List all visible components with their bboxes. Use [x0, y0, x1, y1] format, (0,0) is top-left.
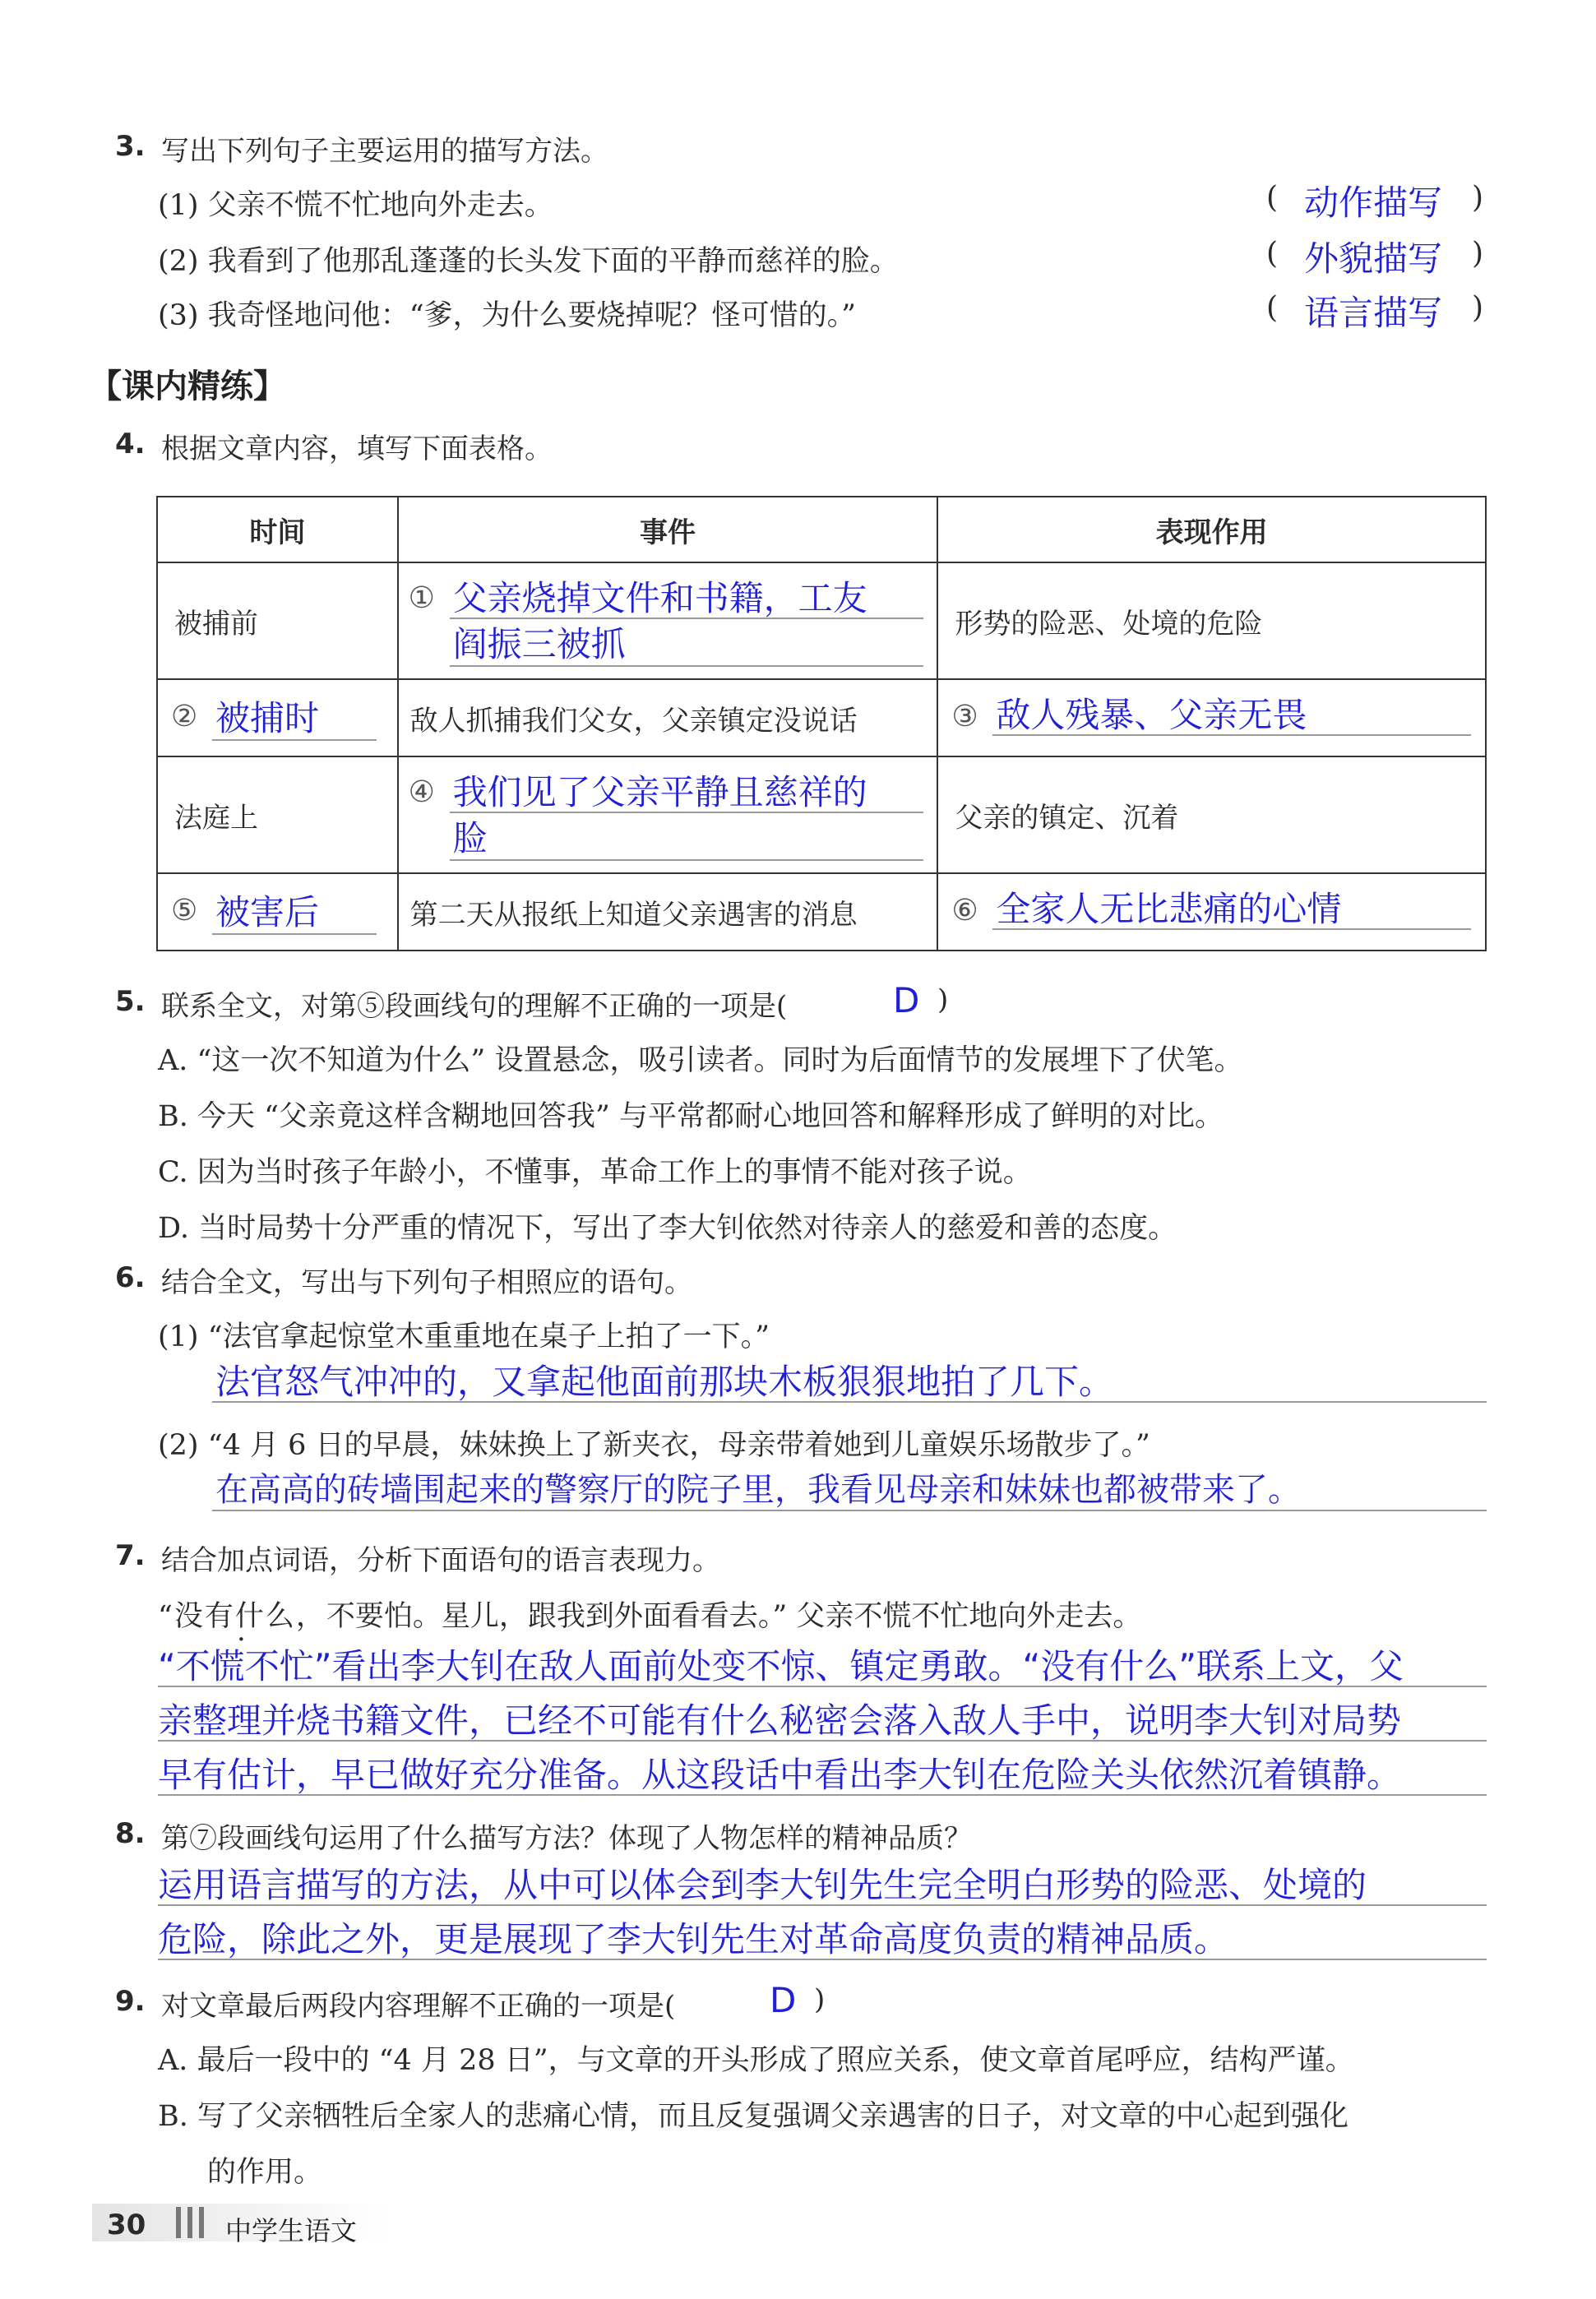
q7-underline-2 — [158, 1740, 1487, 1742]
q6-number: 6. — [115, 1261, 146, 1294]
row4-event: 第二天从报纸上知道父亲遇害的消息 — [409, 898, 858, 932]
row4-time-answer: 被害后 — [215, 892, 320, 932]
page-number: 30 — [107, 2209, 146, 2241]
table-row — [157, 679, 1486, 756]
table-header-event: 事件 — [398, 497, 938, 562]
q7-prompt: 结合加点词语，分析下面语句的语言表现力。 — [161, 1544, 720, 1577]
q8-prompt: 第⑦段画线句运用了什么描写方法？体现了人物怎样的精神品质？ — [161, 1822, 972, 1855]
q3-paren-open-3: ( — [1266, 291, 1279, 325]
q3-paren-open-1: ( — [1266, 181, 1279, 215]
q3-item-1: (1) 父亲不慌不忙地向外走去。 — [158, 189, 553, 222]
row3-event-answer-line1: 我们见了父亲平静且慈祥的 — [452, 772, 867, 812]
q8-underline-2 — [158, 1959, 1487, 1960]
row3-effect: 父亲的镇定、沉着 — [955, 801, 1179, 835]
q4-prompt: 根据文章内容，填写下面表格。 — [161, 433, 553, 465]
q9-option-b: B. 写了父亲牺牲后全家人的悲痛心情，而且反复强调父亲遇害的日子，对文章的中心起到强化 — [158, 2100, 1349, 2133]
q7-answer-line-1: “不慌不忙”看出李大钊在敌人面前处变不惊、镇定勇敢。“没有什么”联系上文，父 — [158, 1646, 1404, 1686]
row3-event-answer-line2: 脸 — [452, 818, 488, 858]
row2-event: 敌人抓捕我们父女，父亲镇定没说话 — [409, 704, 858, 738]
row3-time: 法庭上 — [174, 801, 258, 835]
table-row — [157, 562, 1486, 679]
q5-option-b: B. 今天 “父亲竟这样含糊地回答我” 与平常都耐心地回答和解释形成了鲜明的对比。 — [158, 1100, 1224, 1133]
row1-event-mark: ① — [408, 581, 435, 615]
q9-number: 9. — [115, 1985, 146, 2018]
q3-number: 3. — [115, 130, 146, 163]
row1-event-answer-line2: 阎振三被抓 — [452, 624, 626, 664]
table-header-time: 时间 — [157, 497, 398, 562]
q8-answer-line-2: 危险，除此之外，更是展现了李大钊先生对革命高度负责的精神品质。 — [158, 1919, 1229, 1959]
q5-prompt: 联系全文，对第⑤段画线句的理解不正确的一项是( — [161, 990, 788, 1023]
q3-paren-close-2: ) — [1472, 237, 1484, 271]
q5-close-paren: ) — [937, 983, 949, 1016]
row4-effect-mark: ⑥ — [951, 894, 978, 927]
row2-time-underline — [212, 739, 377, 741]
q6-item-2: (2) “4 月 6 日的早晨，妹妹换上了新夹衣，母亲带着她到儿童娱乐场散步了。” — [158, 1429, 1150, 1462]
q7-quote — [158, 1594, 1141, 1635]
row2-time-answer: 被捕时 — [215, 698, 320, 738]
q6-answer-1: 法官怒气冲冲的，又拿起他面前那块木板狠狠地拍了几下。 — [215, 1362, 1114, 1402]
row4-effect-underline — [992, 928, 1471, 930]
q6-answer-2: 在高高的砖墙围起来的警察厅的院子里，我看见母亲和妹妹也都被带来了。 — [215, 1471, 1301, 1509]
row2-effect-mark: ③ — [951, 700, 978, 733]
section-title: 【课内精练】 — [89, 368, 286, 405]
table-row — [157, 873, 1486, 951]
q9-prompt: 对文章最后两段内容理解不正确的一项是( — [161, 1990, 676, 2023]
q3-paren-close-3: ) — [1472, 291, 1484, 325]
row3-event-underline-2 — [450, 859, 923, 861]
q9-close-paren: ) — [814, 1983, 826, 2016]
q6-underline-2 — [212, 1510, 1487, 1511]
q5-option-c: C. 因为当时孩子年龄小，不懂事，革命工作上的事情不能对孩子说。 — [158, 1156, 1032, 1189]
q7-underline-3 — [158, 1794, 1487, 1796]
q5-option-d: D. 当时局势十分严重的情况下，写出了李大钊依然对待亲人的慈爱和善的态度。 — [158, 1212, 1177, 1245]
q5-answer: D — [893, 980, 920, 1020]
row4-time-underline — [212, 933, 377, 935]
q5-option-a: A. “这一次不知道为什么” 设置悬念，吸引读者。同时为后面情节的发展埋下了伏笔。 — [158, 1044, 1243, 1077]
q7-underline-1 — [158, 1686, 1487, 1687]
q5-number: 5. — [115, 985, 146, 1018]
q3-answer-3: 语言描写 — [1304, 293, 1443, 333]
footer-title: 中学生语文 — [225, 2215, 358, 2246]
row4-effect-answer: 全家人无比悲痛的心情 — [996, 889, 1342, 929]
q7-number: 7. — [115, 1539, 146, 1572]
q3-item-2: (2) 我看到了他那乱蓬蓬的长头发下面的平静而慈祥的脸。 — [158, 245, 899, 278]
q7-quote-dotted: “没有什么， · — [158, 1600, 326, 1633]
q3-paren-open-2: ( — [1266, 237, 1279, 271]
q7-quote-rest: 不要怕。星儿，跟我到外面看看去。” 父亲不慌不忙地向外走去。 — [326, 1600, 1142, 1633]
q9-option-b-continued: 的作用。 — [207, 2156, 323, 2189]
table-row — [157, 756, 1486, 873]
q9-option-a: A. 最后一段中的 “4 月 28 日”，与文章的开头形成了照应关系，使文章首尾呼应，结构严谨。 — [158, 2044, 1354, 2077]
q9-answer: D — [770, 1980, 797, 2020]
q8-number: 8. — [115, 1817, 146, 1850]
row1-time: 被捕前 — [174, 607, 258, 641]
row2-time-mark: ② — [171, 700, 198, 733]
q8-underline-1 — [158, 1904, 1487, 1906]
q3-prompt: 写出下列句子主要运用的描写方法。 — [161, 135, 608, 168]
q4-number: 4. — [115, 428, 146, 460]
q6-underline-1 — [212, 1401, 1487, 1403]
q3-paren-close-1: ) — [1472, 181, 1484, 215]
q7-answer-line-3: 早有估计，早已做好充分准备。从这段话中看出李大钊在危险关头依然沉着镇静。 — [158, 1755, 1402, 1795]
q7-answer-line-2: 亲整理并烧书籍文件，已经不可能有什么秘密会落入敌人手中，说明李大钊对局势 — [158, 1700, 1402, 1741]
row1-effect: 形势的险恶、处境的危险 — [955, 607, 1263, 641]
footer-divider-bars — [176, 2207, 210, 2241]
row3-event-underline-1 — [450, 812, 923, 813]
row1-event-answer-line1: 父亲烧掉文件和书籍，工友 — [452, 578, 867, 618]
q8-answer-line-1: 运用语言描写的方法，从中可以体会到李大钊先生完全明白形势的险恶、处境的 — [158, 1865, 1367, 1905]
q3-item-3: (3) 我奇怪地问他：“爹，为什么要烧掉呢？怪可惜的。” — [158, 299, 856, 332]
q6-prompt: 结合全文，写出与下列句子相照应的语句。 — [161, 1266, 692, 1299]
row2-effect-answer: 敌人残暴、父亲无畏 — [996, 695, 1307, 735]
table-header-effect: 表现作用 — [937, 497, 1486, 562]
q3-answer-1: 动作描写 — [1304, 183, 1443, 223]
q3-answer-2: 外貌描写 — [1304, 238, 1443, 279]
q6-item-1: (1) “法官拿起惊堂木重重地在桌子上拍了一下。” — [158, 1321, 770, 1353]
events-table — [156, 496, 1487, 951]
row1-event-underline-2 — [450, 665, 923, 667]
row2-effect-underline — [992, 734, 1471, 736]
row3-event-mark: ④ — [408, 775, 435, 809]
row4-time-mark: ⑤ — [171, 894, 198, 927]
